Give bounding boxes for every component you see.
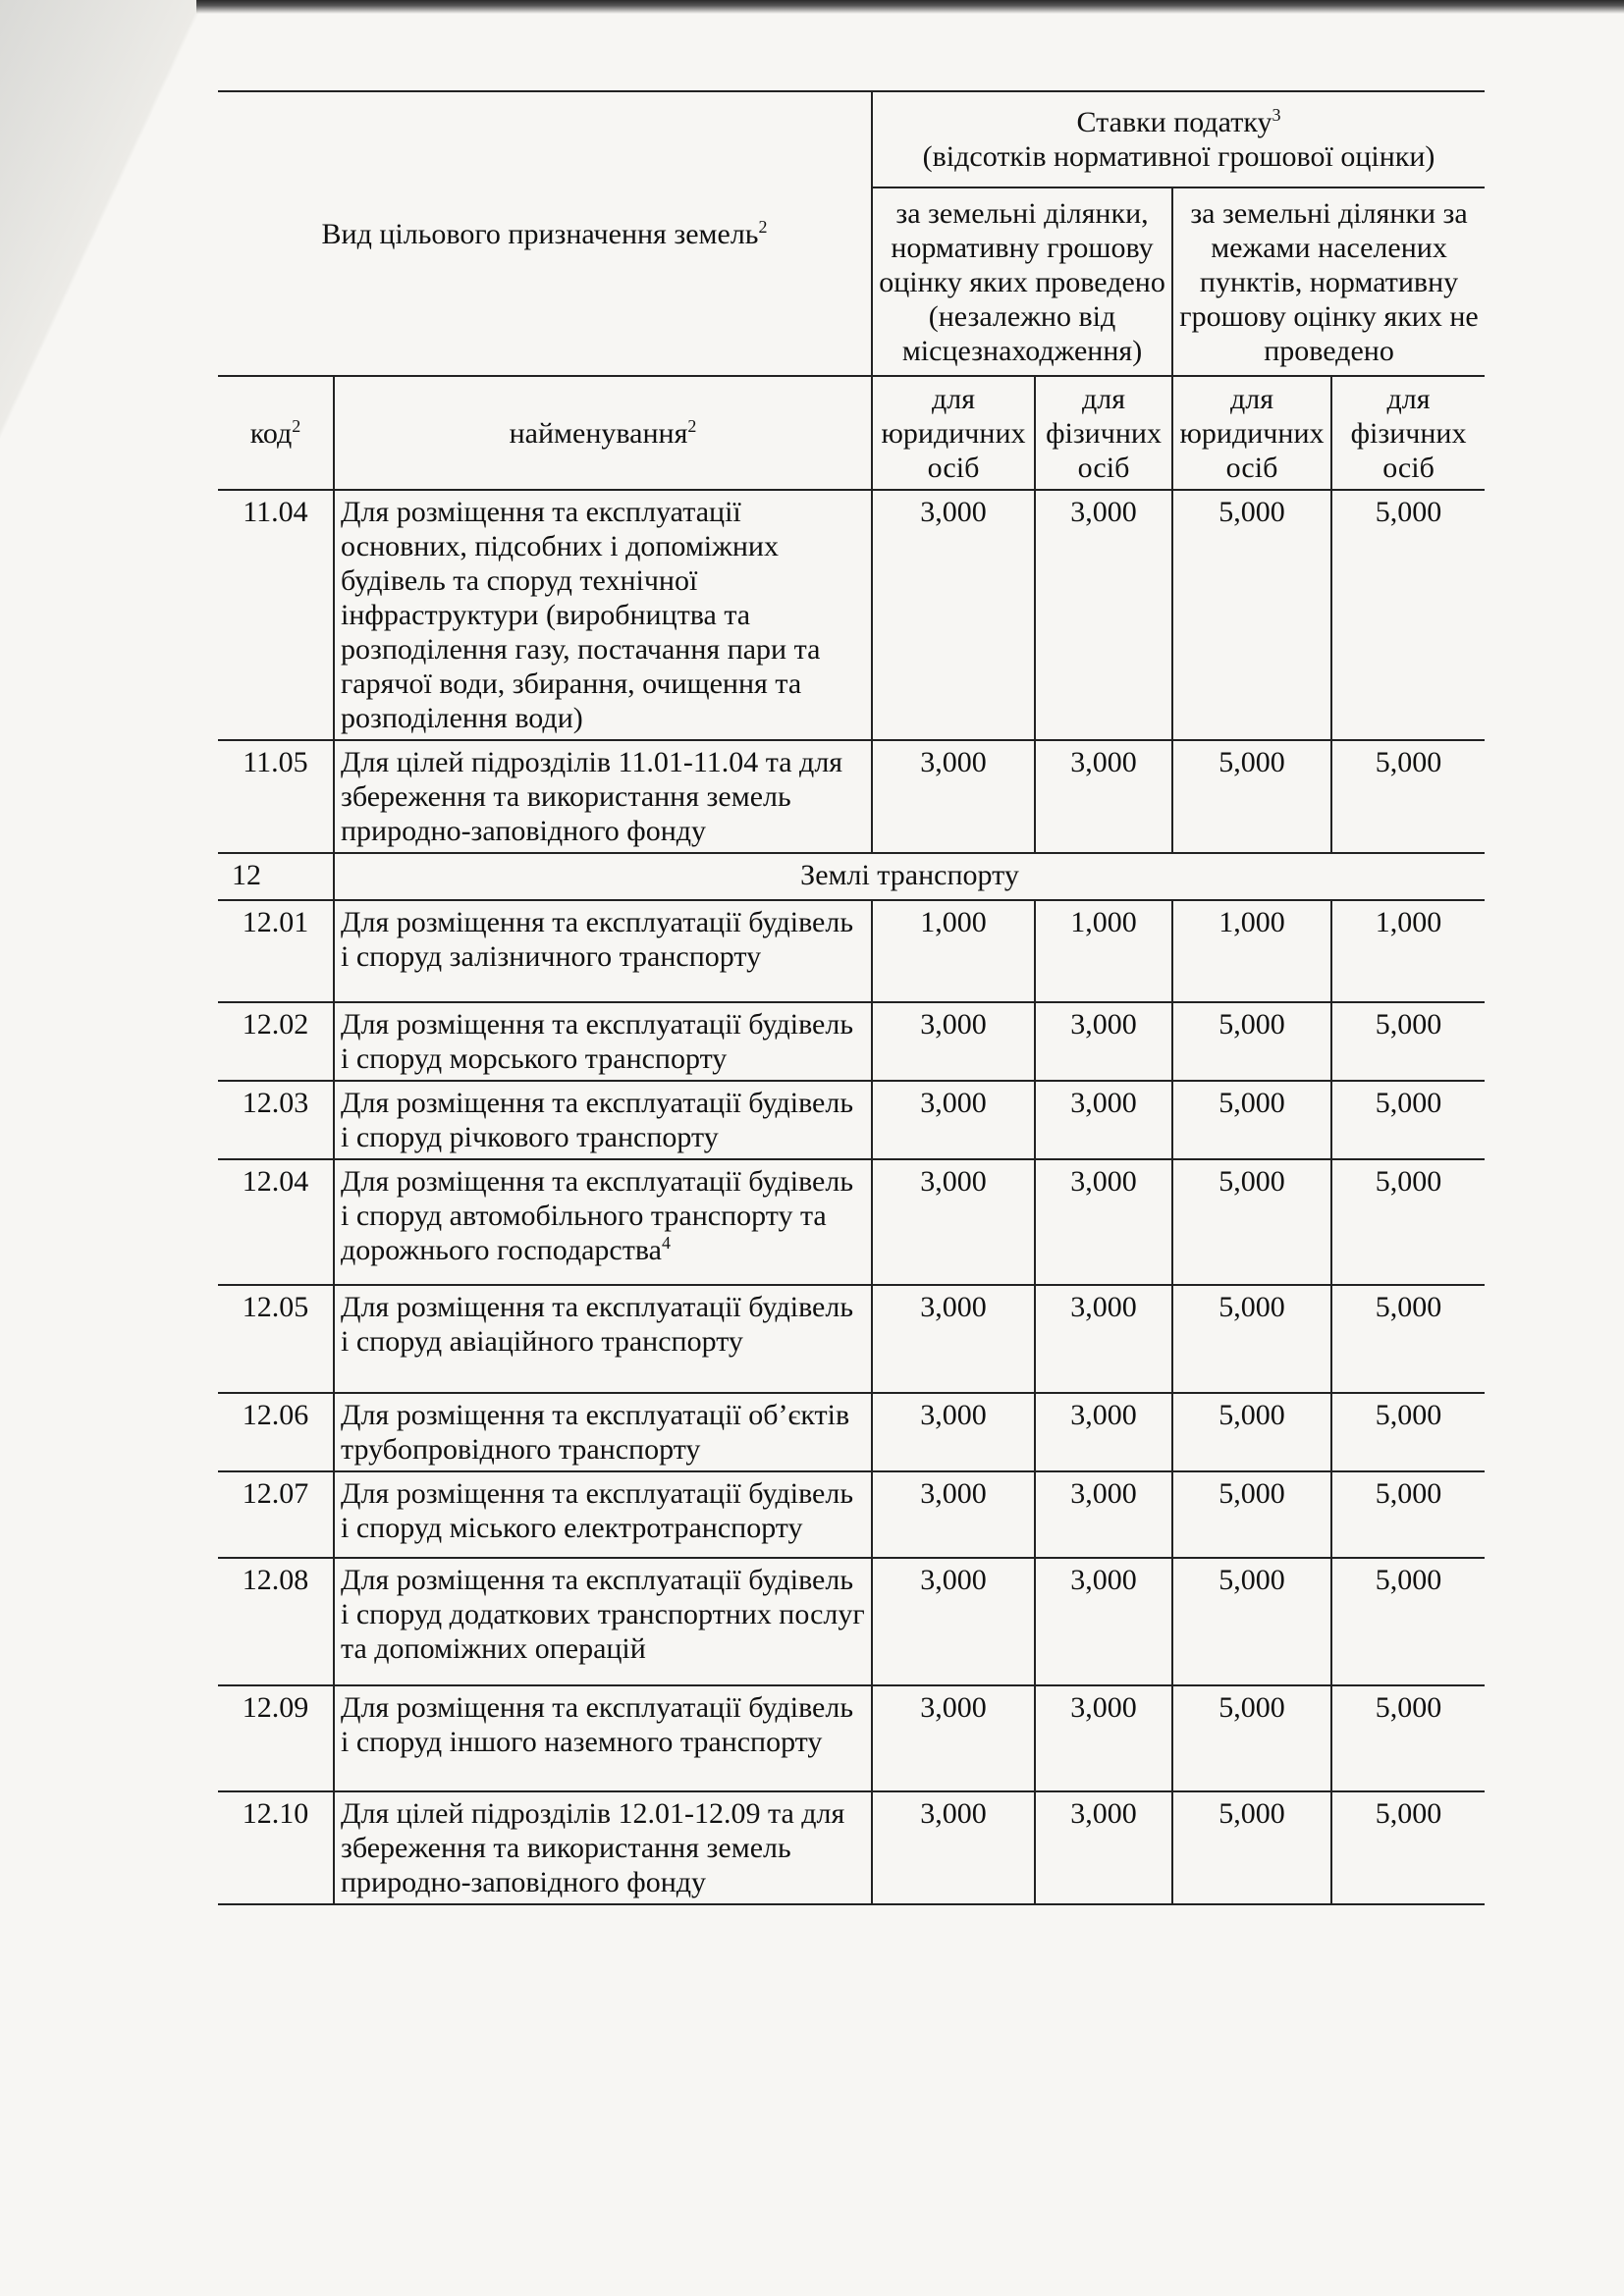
row-code: 12.02 [218, 1002, 334, 1081]
rate-legal-assessed: 3,000 [872, 490, 1035, 740]
rate-natural-assessed: 1,000 [1035, 900, 1172, 1002]
rate-natural-not-assessed: 5,000 [1331, 740, 1485, 853]
code-header [218, 376, 334, 490]
rate-natural-not-assessed: 5,000 [1331, 1558, 1485, 1685]
table-row [218, 1285, 1485, 1393]
natural-header-assessed: для фізичних осіб [1035, 376, 1172, 490]
rate-legal-assessed: 3,000 [872, 1393, 1035, 1471]
rate-natural-not-assessed: 5,000 [1331, 490, 1485, 740]
natural-header-not-assessed: для фізичних осіб [1331, 376, 1485, 490]
rates-header [872, 91, 1485, 187]
row-name [334, 1471, 872, 1558]
rate-legal-not-assessed: 5,000 [1172, 1791, 1331, 1904]
row-name [334, 900, 872, 1002]
row-name-text: Для розміщення та експлуатації будівель і споруд автомобільного транспорту та дорожнього господарства [341, 1165, 854, 1266]
row-name [334, 1081, 872, 1159]
row-name-text: Для розміщення та експлуатації основних, підсобних і допоміжних будівель та споруд технічної інфраструктури (виробництва та розподілення газу, постачання пари та гарячої води, збирання, очищення та розподілення води) [341, 496, 821, 734]
row-name [334, 1685, 872, 1791]
row-code: 12.01 [218, 900, 334, 1002]
rate-natural-not-assessed: 5,000 [1331, 1471, 1485, 1558]
row-name [334, 1159, 872, 1285]
rate-legal-not-assessed: 5,000 [1172, 1285, 1331, 1393]
rate-legal-not-assessed: 5,000 [1172, 740, 1331, 853]
rate-natural-assessed: 3,000 [1035, 1471, 1172, 1558]
rate-legal-not-assessed: 5,000 [1172, 1558, 1331, 1685]
row-code: 12.03 [218, 1081, 334, 1159]
rate-natural-not-assessed: 5,000 [1331, 1159, 1485, 1285]
row-name-text: Для розміщення та експлуатації будівель і споруд міського електротранспорту [341, 1477, 854, 1544]
rate-legal-not-assessed: 5,000 [1172, 1159, 1331, 1285]
row-code: 12.08 [218, 1558, 334, 1685]
rate-natural-not-assessed: 5,000 [1331, 1285, 1485, 1393]
rate-natural-assessed: 3,000 [1035, 1159, 1172, 1285]
rate-legal-assessed: 3,000 [872, 1685, 1035, 1791]
row-name [334, 1558, 872, 1685]
rate-legal-assessed: 1,000 [872, 900, 1035, 1002]
purpose-title-footnote: 2 [758, 216, 768, 237]
row-code: 12.10 [218, 1791, 334, 1904]
legal-header-not-assessed: для юридичних осіб [1172, 376, 1331, 490]
name-footnote: 2 [687, 415, 697, 436]
legal-header-assessed: для юридичних осіб [872, 376, 1035, 490]
assessed-header: за земельні ділянки, нормативну грошову оцінку яких проведено (незалежно від місцезнаходження) [872, 187, 1172, 376]
row-name-text: Для розміщення та експлуатації будівель і споруд авіаційного транспорту [341, 1291, 854, 1358]
table-row [218, 1081, 1485, 1159]
rates-title-footnote: 3 [1272, 105, 1281, 125]
scan-top-edge [196, 0, 1624, 14]
rate-natural-assessed: 3,000 [1035, 1285, 1172, 1393]
table-row [218, 740, 1485, 853]
table-row [218, 1791, 1485, 1904]
rate-natural-not-assessed: 1,000 [1331, 900, 1485, 1002]
purpose-title: Вид цільового призначення земель [321, 217, 759, 250]
row-name-footnote: 4 [661, 1233, 671, 1253]
rate-natural-assessed: 3,000 [1035, 1393, 1172, 1471]
rate-legal-not-assessed: 5,000 [1172, 1471, 1331, 1558]
rate-legal-not-assessed: 5,000 [1172, 1002, 1331, 1081]
rate-legal-not-assessed: 5,000 [1172, 1081, 1331, 1159]
row-name-text: Для цілей підрозділів 11.01-11.04 та для збереження та використання земель природно-заповідного фонду [341, 746, 843, 847]
rate-natural-not-assessed: 5,000 [1331, 1791, 1485, 1904]
rate-natural-assessed: 3,000 [1035, 1685, 1172, 1791]
row-name [334, 1791, 872, 1904]
group-code: 12 [218, 853, 334, 900]
rate-legal-assessed: 3,000 [872, 1471, 1035, 1558]
row-name-text: Для розміщення та експлуатації будівель і споруд залізничного транспорту [341, 906, 854, 973]
row-code: 12.04 [218, 1159, 334, 1285]
rate-natural-assessed: 3,000 [1035, 1081, 1172, 1159]
rate-legal-not-assessed: 5,000 [1172, 490, 1331, 740]
row-code: 12.09 [218, 1685, 334, 1791]
not-assessed-header: за земельні ділянки за межами населених пунктів, нормативну грошову оцінку яких не проведено [1172, 187, 1485, 376]
table-row [218, 900, 1485, 1002]
row-name-text: Для розміщення та експлуатації об’єктів трубопровідного транспорту [341, 1399, 850, 1466]
rate-natural-not-assessed: 5,000 [1331, 1685, 1485, 1791]
code-footnote: 2 [292, 415, 301, 436]
row-code: 11.04 [218, 490, 334, 740]
rates-subtitle: (відсотків нормативної грошової оцінки) [922, 140, 1435, 173]
rate-natural-assessed: 3,000 [1035, 490, 1172, 740]
code-label: код [249, 416, 293, 450]
land-tax-rates-table [218, 90, 1485, 1905]
row-name-text: Для розміщення та експлуатації будівель і споруд річкового транспорту [341, 1087, 854, 1153]
rate-natural-assessed: 3,000 [1035, 1002, 1172, 1081]
rate-natural-assessed: 3,000 [1035, 1791, 1172, 1904]
row-code: 12.05 [218, 1285, 334, 1393]
name-label: найменування [509, 416, 688, 450]
table-row [218, 1471, 1485, 1558]
rate-natural-not-assessed: 5,000 [1331, 1393, 1485, 1471]
page-fold-shadow [0, 0, 226, 471]
row-name-text: Для розміщення та експлуатації будівель і споруд додаткових транспортних послуг та допоміжних операцій [341, 1564, 865, 1665]
rate-legal-assessed: 3,000 [872, 1285, 1035, 1393]
rate-natural-not-assessed: 5,000 [1331, 1002, 1485, 1081]
rate-legal-not-assessed: 5,000 [1172, 1685, 1331, 1791]
rate-natural-assessed: 3,000 [1035, 740, 1172, 853]
table-row [218, 1393, 1485, 1471]
row-code: 12.07 [218, 1471, 334, 1558]
table-row [218, 490, 1485, 740]
table-row [218, 1685, 1485, 1791]
row-name [334, 740, 872, 853]
row-name [334, 490, 872, 740]
rate-natural-not-assessed: 5,000 [1331, 1081, 1485, 1159]
rates-title: Ставки податку [1076, 106, 1272, 138]
row-name [334, 1002, 872, 1081]
table-row [218, 1558, 1485, 1685]
purpose-header [218, 91, 872, 376]
row-name-text: Для розміщення та експлуатації будівель і споруд морського транспорту [341, 1008, 854, 1075]
rate-legal-not-assessed: 1,000 [1172, 900, 1331, 1002]
rate-legal-assessed: 3,000 [872, 1081, 1035, 1159]
row-name-text: Для цілей підрозділів 12.01-12.09 та для збереження та використання земель природно-заповідного фонду [341, 1797, 845, 1898]
table-row [218, 1159, 1485, 1285]
row-code: 11.05 [218, 740, 334, 853]
table-body [218, 490, 1485, 1904]
rate-natural-assessed: 3,000 [1035, 1558, 1172, 1685]
name-header [334, 376, 872, 490]
rate-legal-not-assessed: 5,000 [1172, 1393, 1331, 1471]
rate-legal-assessed: 3,000 [872, 1159, 1035, 1285]
rate-legal-assessed: 3,000 [872, 1791, 1035, 1904]
row-code: 12.06 [218, 1393, 334, 1471]
row-name [334, 1285, 872, 1393]
rate-legal-assessed: 3,000 [872, 1002, 1035, 1081]
table-row [218, 1002, 1485, 1081]
rate-legal-assessed: 3,000 [872, 740, 1035, 853]
row-name [334, 1393, 872, 1471]
group-row [218, 853, 1485, 900]
row-name-text: Для розміщення та експлуатації будівель і споруд іншого наземного транспорту [341, 1691, 854, 1758]
rate-legal-assessed: 3,000 [872, 1558, 1035, 1685]
group-title: Землі транспорту [334, 853, 1485, 900]
